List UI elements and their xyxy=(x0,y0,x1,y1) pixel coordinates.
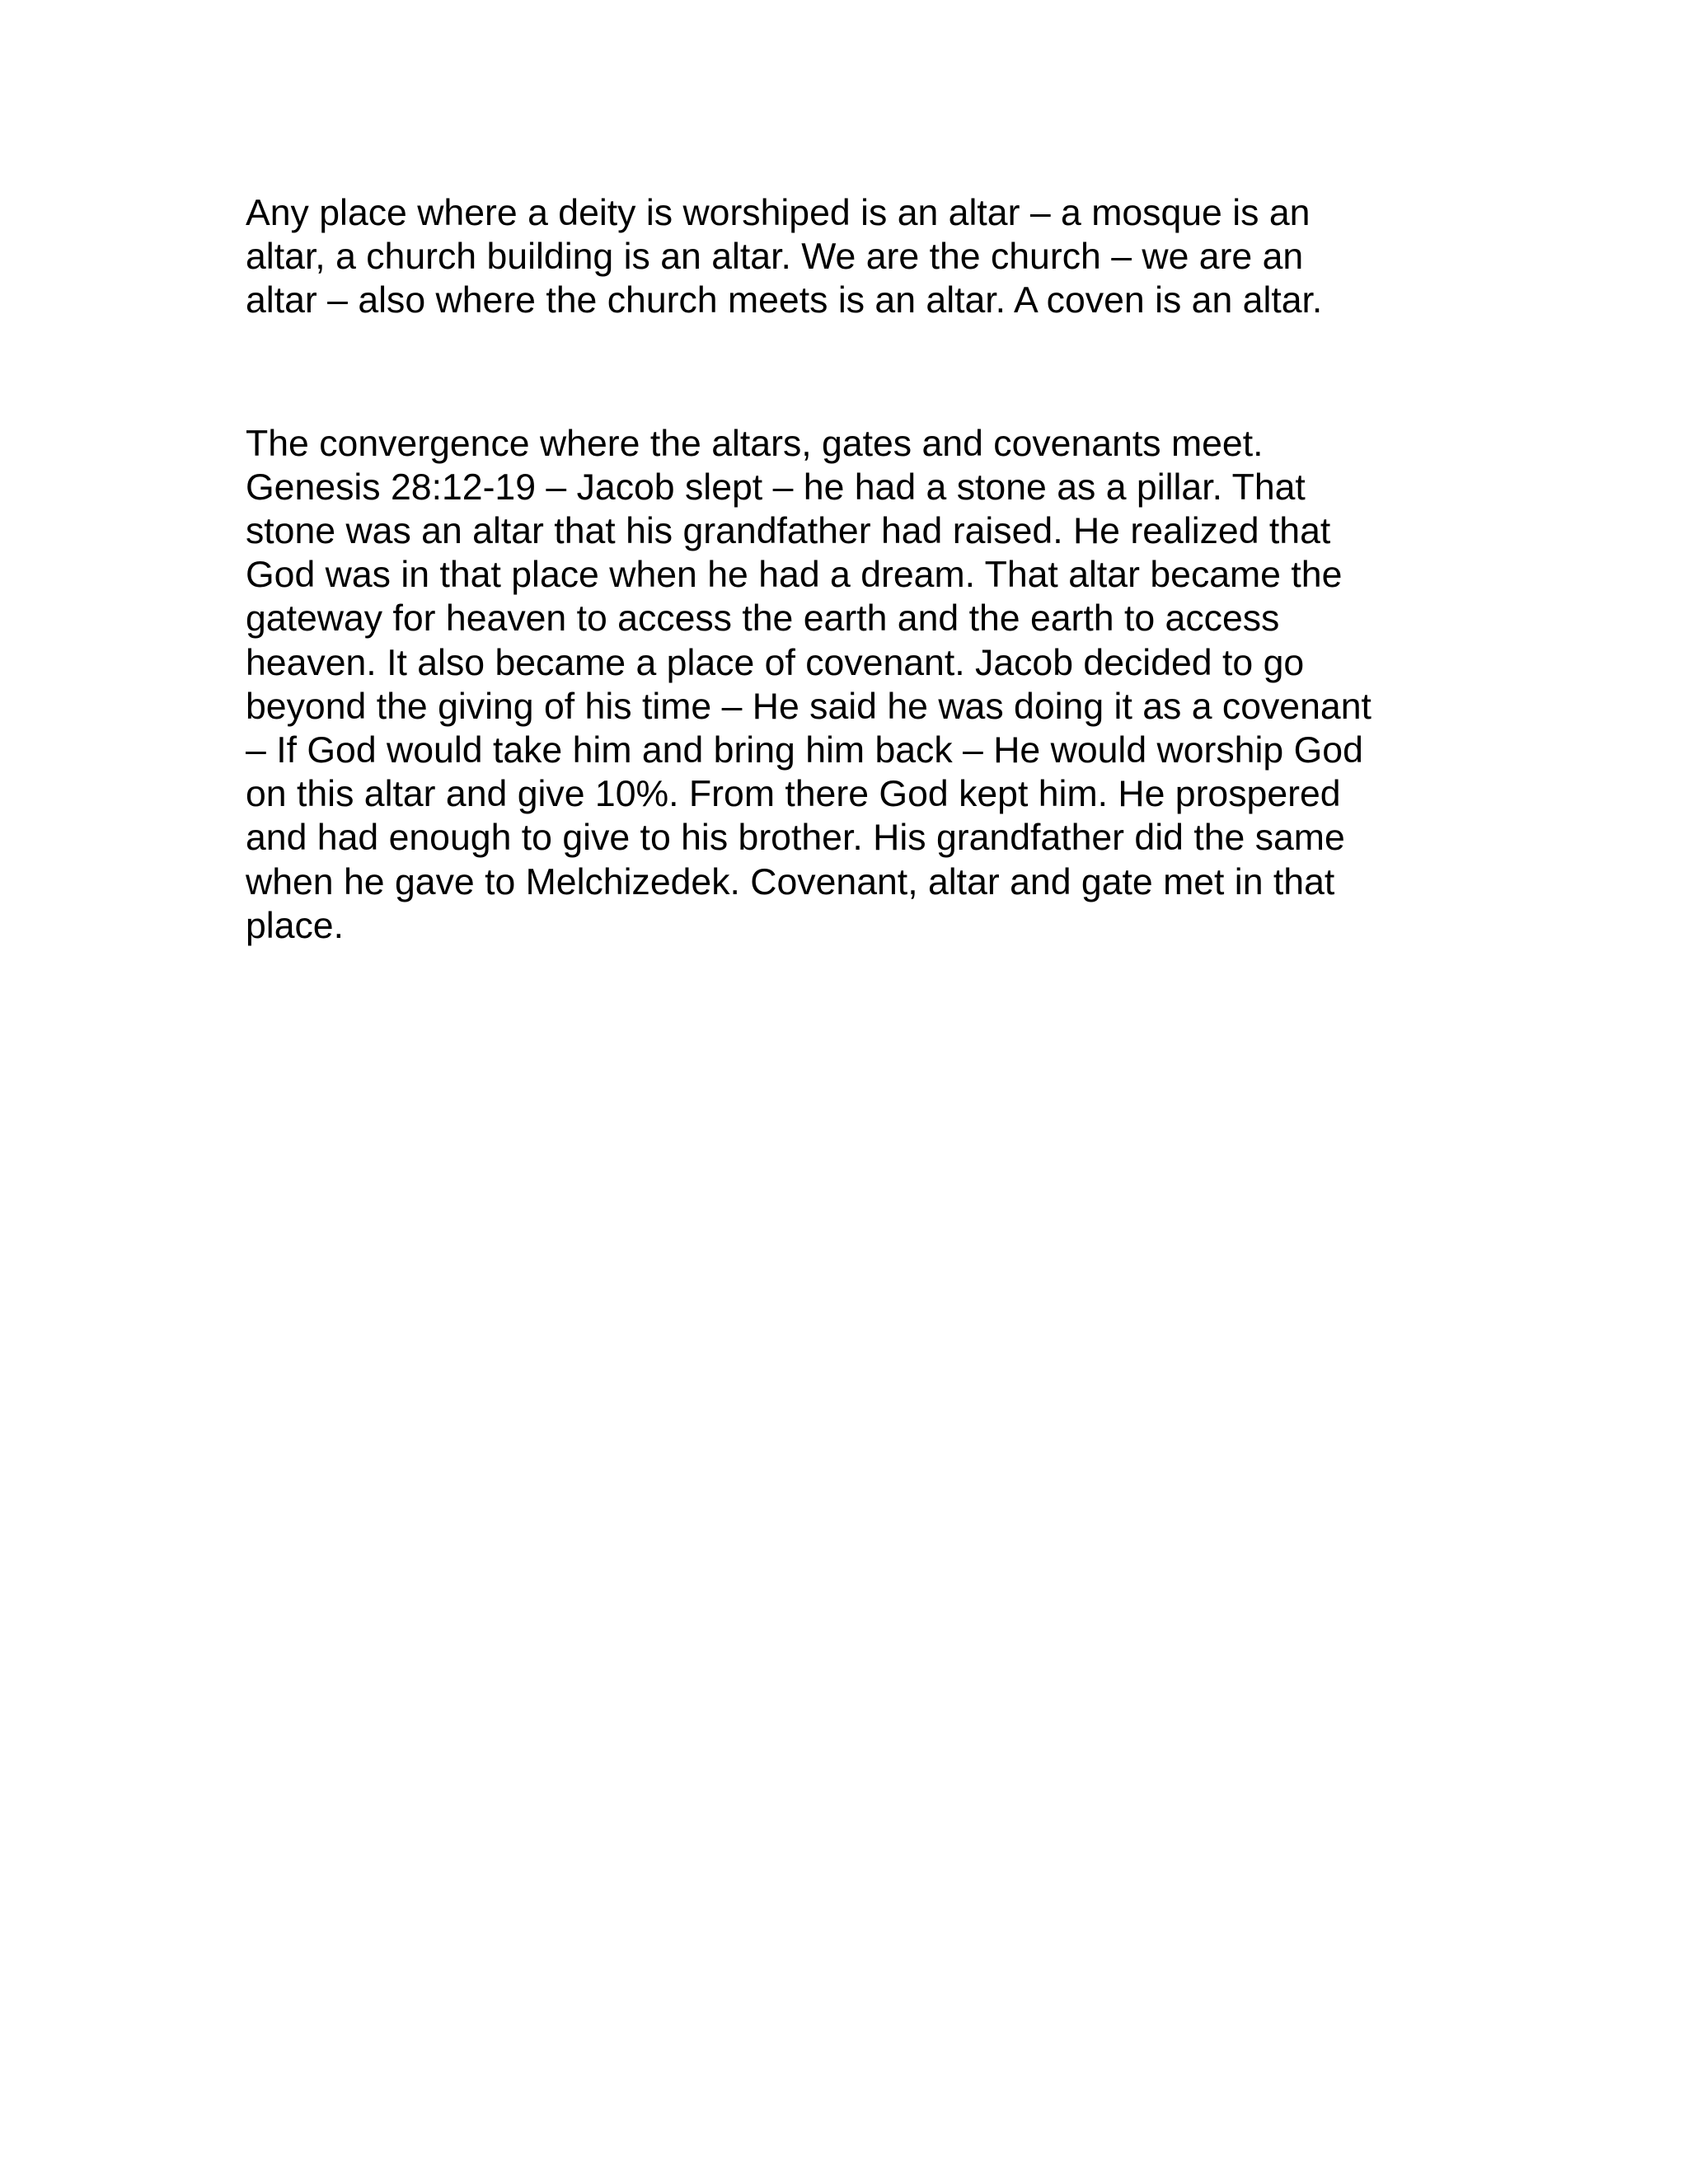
document-body xyxy=(246,191,1457,948)
text-line: altar, a church building is an altar. We are the church – we are an xyxy=(246,237,1304,278)
text-line: Any place where a deity is worshiped is an altar – a mosque is an xyxy=(246,193,1311,233)
text-line: gateway for heaven to access the earth and the earth to access xyxy=(246,598,1280,640)
text-line: beyond the giving of his time – He said he was doing it as a covenant xyxy=(246,686,1372,727)
paragraph-convergence xyxy=(246,422,1457,948)
text-line: Genesis 28:12-19 – Jacob slept – he had a stone as a pillar. That xyxy=(246,466,1306,508)
text-line: altar – also where the church meets is an altar. A coven is an altar. xyxy=(246,280,1323,321)
text-line: God was in that place when he had a dream. That altar became the xyxy=(246,555,1343,596)
text-line: The convergence where the altars, gates and covenants meet. xyxy=(246,423,1264,464)
text-line: stone was an altar that his grandfather had raised. He realized that xyxy=(246,511,1331,552)
text-line: and had enough to give to his brother. His grandfather did the same xyxy=(246,818,1345,859)
paragraph-altars-definition xyxy=(246,191,1457,323)
text-line: place. xyxy=(246,905,344,946)
text-line: – If God would take him and bring him back – He would worship God xyxy=(246,730,1363,771)
text-line: when he gave to Melchizedek. Covenant, altar and gate met in that xyxy=(246,861,1335,902)
text-line: on this altar and give 10%. From there God kept him. He prospered xyxy=(246,774,1341,815)
text-line: heaven. It also became a place of covenant. Jacob decided to go xyxy=(246,642,1305,683)
